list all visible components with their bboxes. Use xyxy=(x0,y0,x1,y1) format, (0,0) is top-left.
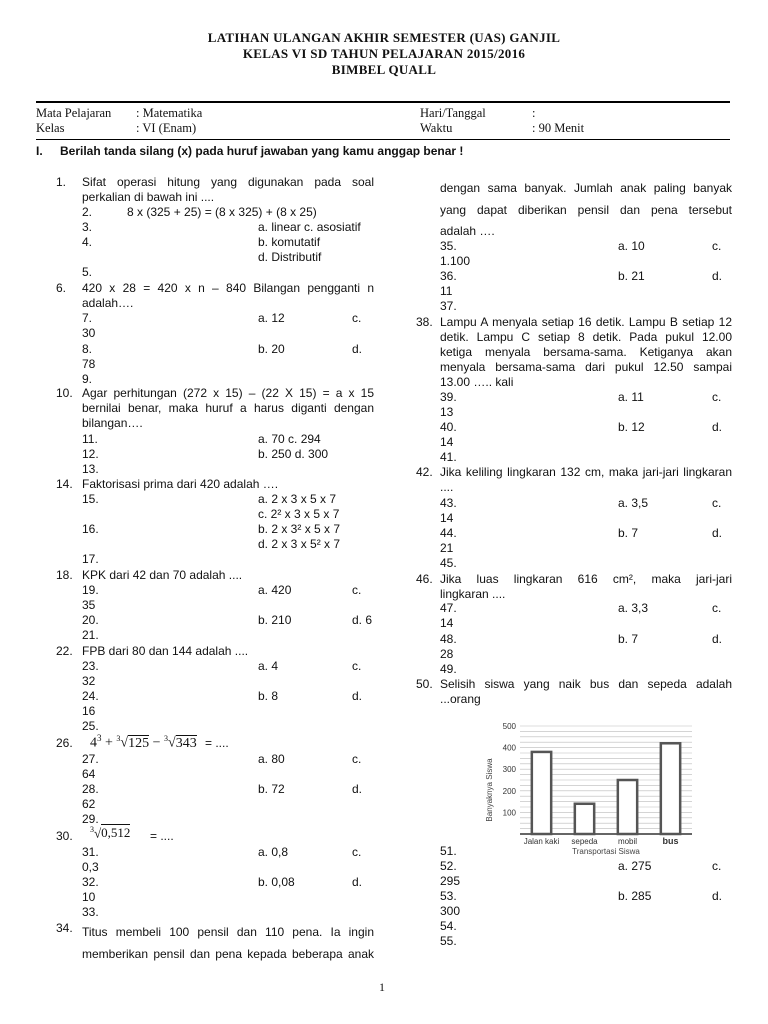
subject-value: : Matematika xyxy=(136,106,203,120)
time-label: Waktu xyxy=(420,121,453,135)
question-1-line1: Sifat operasi hitung yang digunakan pada soal xyxy=(82,175,374,189)
chart-x-tick-label: Jalan kaki xyxy=(523,837,560,846)
option-bd: b. 250 d. 300 xyxy=(258,447,329,461)
option-c-value: 14 xyxy=(440,616,454,630)
option-a: a. 3,3 xyxy=(618,601,649,615)
option-c-value: 0,3 xyxy=(82,860,99,874)
chart-bar-mobil xyxy=(618,780,637,834)
option-c-value: 32 xyxy=(82,674,96,688)
item-number: 35. xyxy=(440,239,457,253)
question-34-line2: memberikan pensil dan pena kepada beberapa anak xyxy=(82,947,374,961)
subject-label: Mata Pelajaran xyxy=(36,106,112,120)
item-number: 8. xyxy=(82,342,93,356)
item-number: 47. xyxy=(440,601,457,615)
option-ac: a. 70 c. 294 xyxy=(258,432,321,446)
chart-x-tick-label: mobil xyxy=(617,837,638,846)
option-c-value: 30 xyxy=(82,326,96,340)
header-rule-bottom xyxy=(36,139,730,140)
chart-y-tick-label: 300 xyxy=(502,765,516,775)
chart-x-labels xyxy=(524,836,679,846)
option-b: b. 8 xyxy=(258,689,279,703)
question-6-line2: adalah…. xyxy=(82,296,134,310)
option-1-ac: a. linear c. asosiatif xyxy=(258,220,361,234)
item-number: 41. xyxy=(440,450,457,464)
class-label: Kelas xyxy=(36,121,65,135)
question-34-line4: yang dapat diberikan pensil dan pena tersebut xyxy=(440,203,732,217)
option-a: a. 4 xyxy=(258,659,279,673)
item-number: 12. xyxy=(82,447,99,461)
item-number: 23. xyxy=(82,659,99,673)
question-10-line3: bilangan…. xyxy=(82,416,143,430)
option-c-letter: c. xyxy=(712,239,722,253)
option-d-value: 300 xyxy=(440,904,461,918)
question-42-line2: .... xyxy=(440,480,454,494)
option-c-value: 14 xyxy=(440,511,454,525)
option-b: b. 0,08 xyxy=(258,875,295,889)
option-c-letter: c. xyxy=(352,752,362,766)
question-38-line4: menyala bersama-sama dari pukul 12.50 sampai xyxy=(440,360,732,374)
question-46-line2: lingkaran .... xyxy=(440,587,506,601)
question-1-line2: perkalian di bawah ini .... xyxy=(82,190,215,204)
item-number: 49. xyxy=(440,662,457,676)
day-value: : xyxy=(532,106,536,120)
item-number: 14. xyxy=(56,477,73,491)
chart-bar-jalan-kaki xyxy=(532,752,551,834)
item-number: 44. xyxy=(440,526,457,540)
item-number: 16. xyxy=(82,522,99,536)
option-d-value: 62 xyxy=(82,797,96,811)
item-number: 2. xyxy=(82,205,93,219)
option-a: a. 12 xyxy=(258,311,285,325)
chart-bar-bus xyxy=(661,743,680,834)
option-c-letter: c. xyxy=(712,496,722,510)
exam-title: LATIHAN ULANGAN AKHIR SEMESTER (UAS) GANJIL xyxy=(207,30,561,45)
item-number: 48. xyxy=(440,632,457,646)
option-d-letter: d. xyxy=(712,526,723,540)
item-number: 42. xyxy=(416,465,433,479)
option-1-b: b. komutatif xyxy=(258,235,321,249)
item-number: 46. xyxy=(416,572,433,586)
option-d-letter: d. xyxy=(712,632,723,646)
option-b: b. 2 x 3² x 5 x 7 xyxy=(258,522,341,536)
option-d: d. 6 xyxy=(352,613,373,627)
item-number: 19. xyxy=(82,583,99,597)
option-d-letter: d. xyxy=(712,420,723,434)
question-34-line3: dengan sama banyak. Jumlah anak paling banyak xyxy=(440,181,732,195)
option-b: b. 7 xyxy=(618,632,639,646)
option-a: a. 0,8 xyxy=(258,845,289,859)
option-d-value: 78 xyxy=(82,357,96,371)
exam-class-year: KELAS VI SD TAHUN PELAJARAN 2015/2016 xyxy=(242,46,526,61)
item-number: 18. xyxy=(56,568,73,582)
option-d-value: 28 xyxy=(440,647,454,661)
option-d-value: 11 xyxy=(440,284,453,298)
item-number: 5. xyxy=(82,265,93,279)
option-c-letter: c. xyxy=(712,390,722,404)
chart-bar-sepeda xyxy=(575,804,594,834)
option-d-value: 21 xyxy=(440,541,454,555)
item-number: 10. xyxy=(56,386,73,400)
option-c: c. 2² x 3 x 5 x 7 xyxy=(258,507,340,521)
option-a: a. 275 xyxy=(618,859,652,873)
exam-institution: BIMBEL QUALL xyxy=(331,62,437,77)
chart-x-axis-label: Transportasi Siswa xyxy=(572,847,640,856)
question-22: FPB dari 80 dan 144 adalah .... xyxy=(82,644,249,658)
option-c-value: 13 xyxy=(440,405,454,419)
question-50-line1: Selisih siswa yang naik bus dan sepeda adalah xyxy=(440,677,732,691)
item-number: 11. xyxy=(82,432,98,446)
chart-x-tick-label: sepeda xyxy=(571,837,598,846)
header-rule-top xyxy=(36,101,730,103)
class-value: : VI (Enam) xyxy=(136,121,197,135)
option-a: a. 3,5 xyxy=(618,496,649,510)
option-d-value: 14 xyxy=(440,435,454,449)
item-number: 40. xyxy=(440,420,457,434)
item-number: 38. xyxy=(416,315,433,329)
question-30-expression: $^3$√0,512 xyxy=(90,825,131,841)
option-a: a. 2 x 3 x 5 x 7 xyxy=(258,492,337,506)
chart-x-tick-label: bus xyxy=(662,836,679,846)
question-38-line2: detik. Lampu C setiap 8 detik. Pada pukul 12.00 xyxy=(440,330,732,344)
item-number: 7. xyxy=(82,311,93,325)
chart-bars xyxy=(532,743,680,834)
question-34-line1: Titus membeli 100 pensil dan 110 pena. Ia ingin xyxy=(82,925,374,939)
item-number: 45. xyxy=(440,556,457,570)
option-d-letter: d. xyxy=(352,689,363,703)
item-number: 28. xyxy=(82,782,99,796)
option-a: a. 11 xyxy=(618,390,644,404)
item-number: 20. xyxy=(82,613,99,627)
item-number: 31. xyxy=(82,845,99,859)
question-10-line1: Agar perhitungan (272 x 15) – (22 X 15) = a x 15 xyxy=(82,386,374,400)
option-c-value: 35 xyxy=(82,598,96,612)
option-a: a. 10 xyxy=(618,239,645,253)
item-number: 25. xyxy=(82,719,99,733)
option-b: b. 12 xyxy=(618,420,645,434)
chart-y-tick-label: 400 xyxy=(502,743,516,753)
option-c-value: 64 xyxy=(82,767,96,781)
chart-y-tick-label: 200 xyxy=(502,786,516,796)
item-number: 52. xyxy=(440,859,457,873)
question-14: Faktorisasi prima dari 420 adalah …. xyxy=(82,477,279,491)
question-26-tail: = .... xyxy=(205,736,229,750)
transport-bar-chart xyxy=(480,716,700,856)
chart-y-axis-label: Banyaknya Siswa xyxy=(485,758,494,822)
item-number: 43. xyxy=(440,496,457,510)
option-d-letter: d. xyxy=(712,889,723,903)
option-c-letter: c. xyxy=(712,859,722,873)
option-c-letter: c. xyxy=(352,845,362,859)
question-46-line1: Jika luas lingkaran 616 cm², maka jari-jari xyxy=(440,572,732,586)
page-number: 1 xyxy=(379,980,385,994)
question-42-line1: Jika keliling lingkaran 132 cm, maka jari-jari lingkaran xyxy=(440,465,732,479)
option-a: a. 420 xyxy=(258,583,292,597)
question-38-line5: 13.00 ….. kali xyxy=(440,375,514,389)
question-38-line3: ketiga menyala bersama-sama. Ketiganya akan xyxy=(440,345,732,359)
item-number: 1. xyxy=(56,175,67,189)
option-d-letter: d. xyxy=(352,875,363,889)
question-18: KPK dari 42 dan 70 adalah .... xyxy=(82,568,243,582)
option-d-value: 10 xyxy=(82,890,96,904)
question-1-expression: 8 x (325 + 25) = (8 x 325) + (8 x 25) xyxy=(127,205,317,219)
item-number: 54. xyxy=(440,919,457,933)
item-number: 21. xyxy=(82,628,99,642)
instruction-number: I. xyxy=(36,144,43,158)
item-number: 27. xyxy=(82,752,99,766)
item-number: 29. xyxy=(82,812,99,826)
question-26-expression: $4^3 + ^3√125 - ^3√343$ xyxy=(90,733,197,751)
option-b: b. 7 xyxy=(618,526,639,540)
item-number: 32. xyxy=(82,875,99,889)
time-value: : 90 Menit xyxy=(532,121,585,135)
chart-y-tick-label: 100 xyxy=(502,808,516,818)
option-b: b. 210 xyxy=(258,613,292,627)
item-number: 6. xyxy=(56,281,67,295)
question-50-line2: ...orang xyxy=(440,692,481,706)
option-c-value: 1.100 xyxy=(440,254,471,268)
question-10-line2: bernilai benar, maka huruf a harus diganti dengan xyxy=(82,401,374,415)
day-label: Hari/Tanggal xyxy=(420,106,486,120)
item-number: 51. xyxy=(440,844,457,858)
option-d: d. 2 x 3 x 5² x 7 xyxy=(258,537,341,551)
option-d-value: 16 xyxy=(82,704,96,718)
option-a: a. 80 xyxy=(258,752,285,766)
item-number: 13. xyxy=(82,462,99,476)
option-d-letter: d. xyxy=(352,342,363,356)
item-number: 39. xyxy=(440,390,457,404)
option-b: b. 285 xyxy=(618,889,652,903)
option-c-value: 295 xyxy=(440,874,461,888)
item-number: 34. xyxy=(56,921,73,935)
item-number: 4. xyxy=(82,235,93,249)
item-number: 24. xyxy=(82,689,99,703)
option-c-letter: c. xyxy=(352,659,362,673)
option-d-letter: d. xyxy=(352,782,363,796)
item-number: 22. xyxy=(56,644,73,658)
question-30-tail: = .... xyxy=(150,829,174,843)
item-number: 15. xyxy=(82,492,99,506)
item-number: 3. xyxy=(82,220,93,234)
chart-y-tick-label: 500 xyxy=(502,722,516,731)
item-number: 26. xyxy=(56,736,73,750)
question-38-line1: Lampu A menyala setiap 16 detik. Lampu B setiap 12 xyxy=(440,315,732,329)
item-number: 37. xyxy=(440,299,457,313)
option-c-letter: c. xyxy=(352,311,362,325)
option-b: b. 21 xyxy=(618,269,645,283)
item-number: 17. xyxy=(82,552,99,566)
option-c-letter: c. xyxy=(712,601,722,615)
item-number: 53. xyxy=(440,889,457,903)
option-c-letter: c. xyxy=(352,583,362,597)
option-d-letter: d. xyxy=(712,269,723,283)
item-number: 50. xyxy=(416,677,433,691)
option-b: b. 20 xyxy=(258,342,285,356)
question-6-line1: 420 x 28 = 420 x n – 840 Bilangan pengganti n xyxy=(82,281,374,295)
item-number: 36. xyxy=(440,269,457,283)
item-number: 33. xyxy=(82,905,99,919)
option-b: b. 72 xyxy=(258,782,285,796)
instruction-text: Berilah tanda silang (x) pada huruf jawaban yang kamu anggap benar ! xyxy=(60,144,464,158)
option-1-d: d. Distributif xyxy=(258,250,322,264)
item-number: 55. xyxy=(440,934,457,948)
item-number: 9. xyxy=(82,372,93,386)
question-34-line5: adalah …. xyxy=(440,224,495,238)
item-number: 30. xyxy=(56,829,73,843)
